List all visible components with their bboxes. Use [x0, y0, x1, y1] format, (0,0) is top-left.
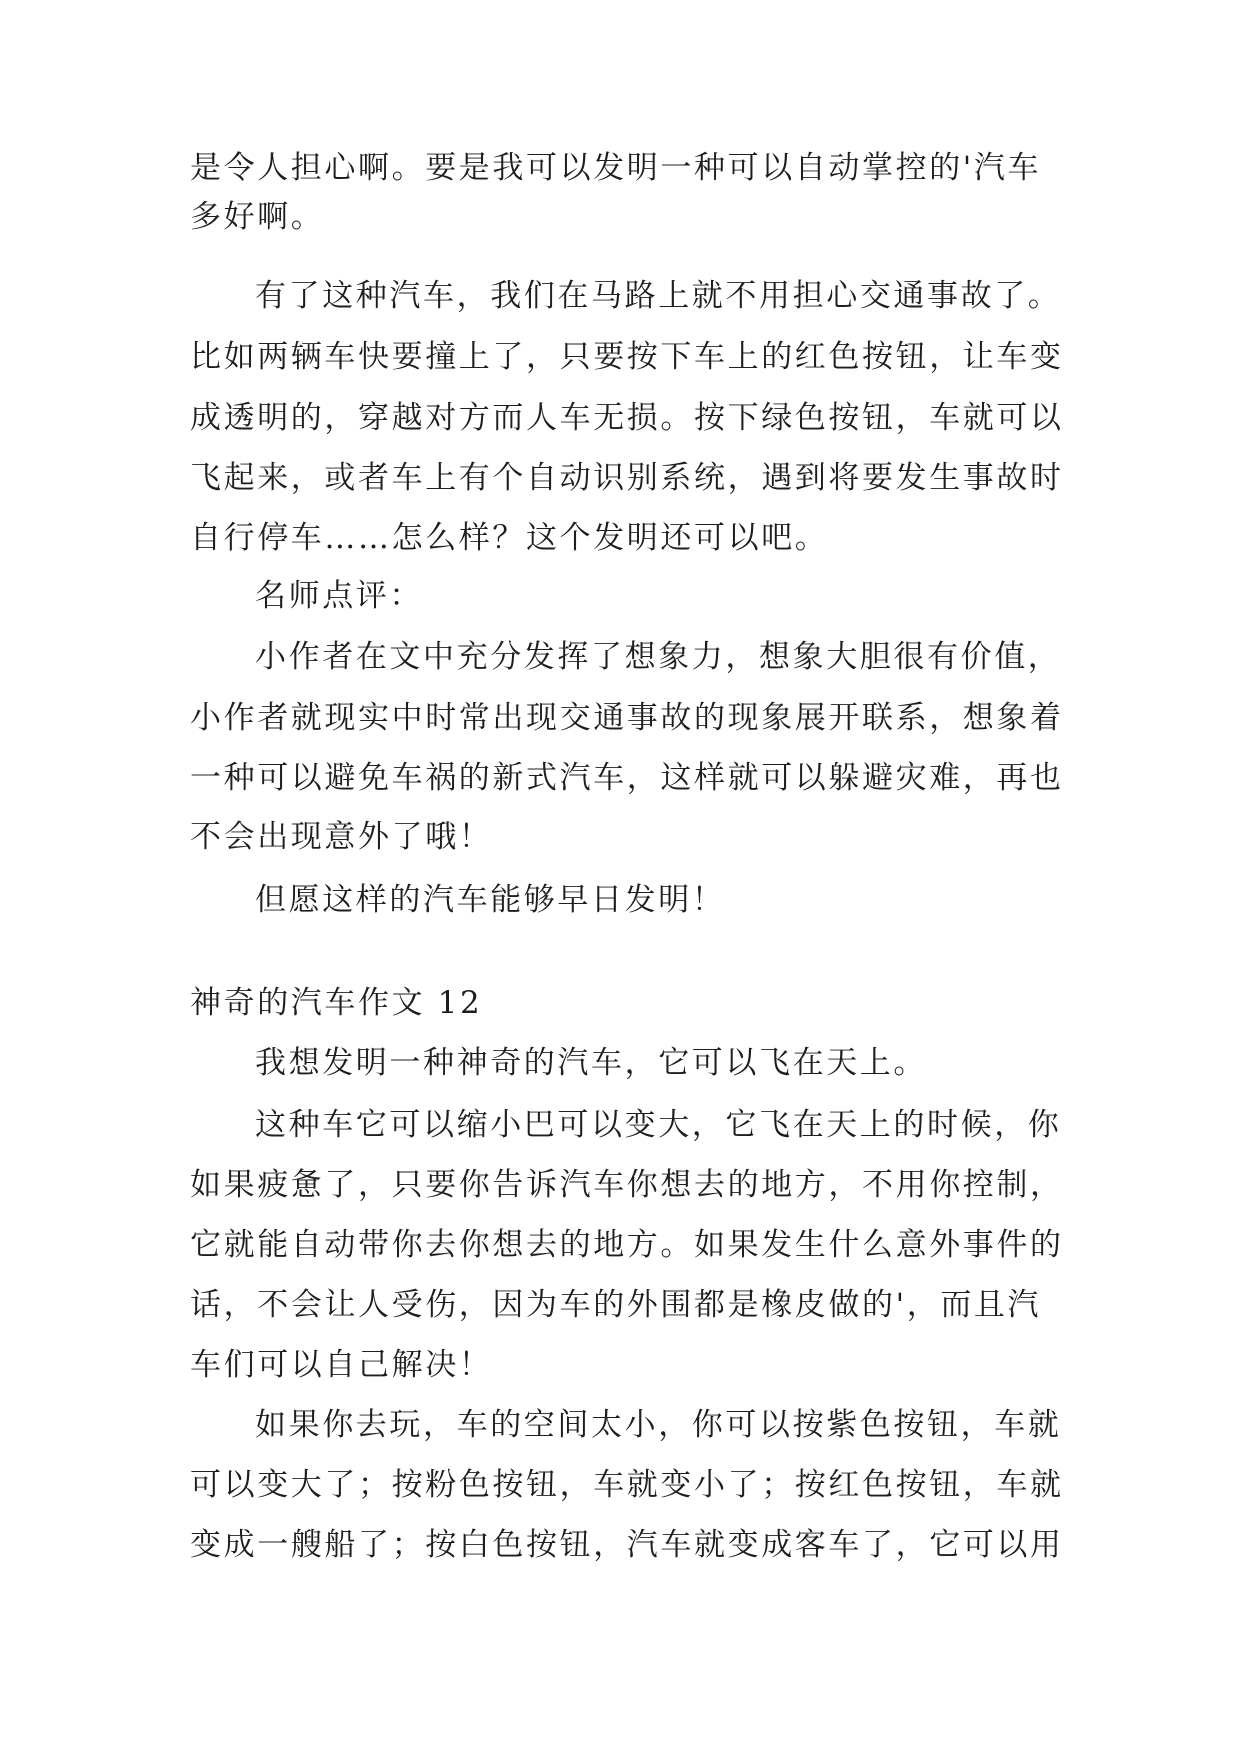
- paragraph-line: 车们可以自己解决！: [190, 1347, 493, 1383]
- paragraph-line: 小作者在文中充分发挥了想象力，想象大胆很有价值，: [255, 639, 1062, 675]
- paragraph-line: 我想发明一种神奇的汽车，它可以飞在天上。: [255, 1045, 927, 1081]
- paragraph-line: 但愿这样的汽车能够早日发明！: [255, 882, 726, 918]
- paragraph-line: 不会出现意外了哦！: [190, 819, 493, 855]
- paragraph-line: 变成一艘船了；按白色按钮，汽车就变成客车了，它可以用: [190, 1527, 1064, 1563]
- paragraph-line: 小作者就现实中时常出现交通事故的现象展开联系，想象着: [190, 700, 1064, 736]
- paragraph-line: 话，不会让人受伤，因为车的外围都是橡皮做的'，而且汽: [190, 1287, 1042, 1323]
- review-heading: 名师点评：: [255, 578, 423, 614]
- paragraph-line: 飞起来，或者车上有个自动识别系统，遇到将要发生事故时: [190, 460, 1064, 496]
- paragraph-line: 可以变大了；按粉色按钮，车就变小了；按红色按钮，车就: [190, 1467, 1064, 1503]
- paragraph-line: 比如两辆车快要撞上了，只要按下车上的红色按钮，让车变: [190, 339, 1064, 375]
- paragraph-line: 这种车它可以缩小巴可以变大，它飞在天上的时候，你: [255, 1107, 1062, 1143]
- paragraph-line: 是令人担心啊。要是我可以发明一种可以自动掌控的'汽车: [190, 150, 1042, 186]
- paragraph-line: 如果疲惫了，只要你告诉汽车你想去的地方，不用你控制，: [190, 1167, 1064, 1203]
- paragraph-line: 有了这种汽车，我们在马路上就不用担心交通事故了。: [255, 278, 1062, 314]
- paragraph-line: 一种可以避免车祸的新式汽车，这样就可以躲避灾难，再也: [190, 760, 1064, 796]
- paragraph-line: 自行停车……怎么样？这个发明还可以吧。: [190, 520, 829, 556]
- paragraph-line: 多好啊。: [190, 199, 325, 235]
- paragraph-line: 如果你去玩，车的空间太小，你可以按紫色按钮，车就: [255, 1407, 1062, 1443]
- paragraph-line: 它就能自动带你去你想去的地方。如果发生什么意外事件的: [190, 1227, 1064, 1263]
- paragraph-line: 成透明的，穿越对方而人车无损。按下绿色按钮，车就可以: [190, 400, 1064, 436]
- section-title: 神奇的汽车作文 12: [190, 985, 483, 1021]
